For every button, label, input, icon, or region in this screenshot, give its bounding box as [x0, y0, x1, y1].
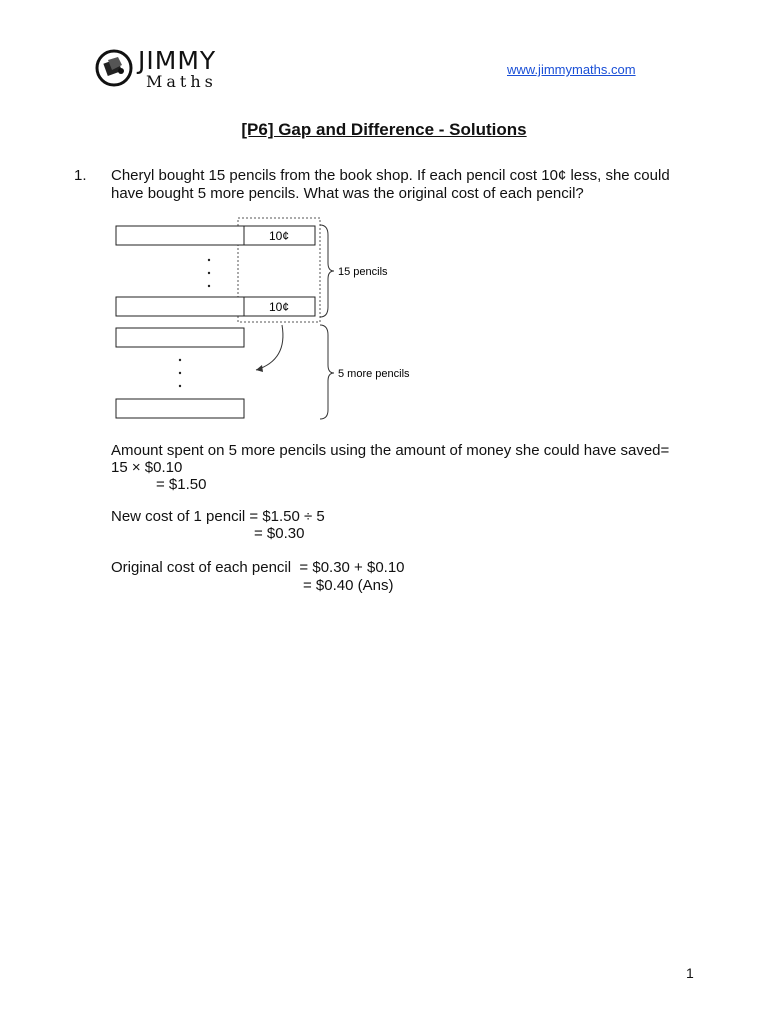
solution-line: Amount spent on 5 more pencils using the amount of money she could have saved= [111, 442, 670, 459]
logo [94, 48, 134, 88]
bar-extra-bottom [116, 399, 244, 418]
solution-line: = $0.40 (Ans) [303, 577, 394, 594]
solution-line: = $1.50 [156, 476, 207, 493]
brace-5-more-pencils [320, 325, 334, 419]
page-number: 1 [686, 965, 694, 981]
dot [208, 272, 210, 274]
bar-bottom [116, 297, 244, 316]
dot [179, 359, 181, 361]
bar-bottom-segment-label: 10¢ [268, 300, 290, 314]
website-link[interactable]: www.jimmymaths.com [507, 62, 636, 77]
solution-line: 15 × $0.10 [111, 459, 183, 476]
dot [179, 385, 181, 387]
dot [179, 372, 181, 374]
dot [208, 259, 210, 261]
bar-top-segment-label: 10¢ [268, 229, 290, 243]
dot [208, 285, 210, 287]
solution-line: New cost of 1 pencil = $1.50 ÷ 5 [111, 508, 325, 525]
model-diagram [110, 215, 430, 425]
logo-subtitle: Maths [146, 72, 217, 91]
bar-extra-top [116, 328, 244, 347]
question-text: Cheryl bought 15 pencils from the book shop. If each pencil cost 10¢ less, she could have bought 5 more pencils. What was the original cost of each pencil? [111, 167, 670, 202]
question-number: 1. [74, 167, 87, 184]
page-title: [P6] Gap and Difference - Solutions [241, 120, 527, 139]
logo-emblem-icon [94, 48, 134, 88]
arrow-head-icon [256, 365, 263, 372]
brace-label-15-pencils: 15 pencils [338, 266, 388, 278]
bar-top [116, 226, 244, 245]
solution-line: Original cost of each pencil = $0.30 + $0.10 [111, 559, 405, 576]
curved-arrow-icon [256, 325, 283, 370]
logo-word: JIMMY [138, 46, 217, 75]
brace-label-5-more-pencils: 5 more pencils [338, 368, 410, 380]
solution-line: = $0.30 [254, 525, 305, 542]
brace-15-pencils [320, 225, 334, 317]
